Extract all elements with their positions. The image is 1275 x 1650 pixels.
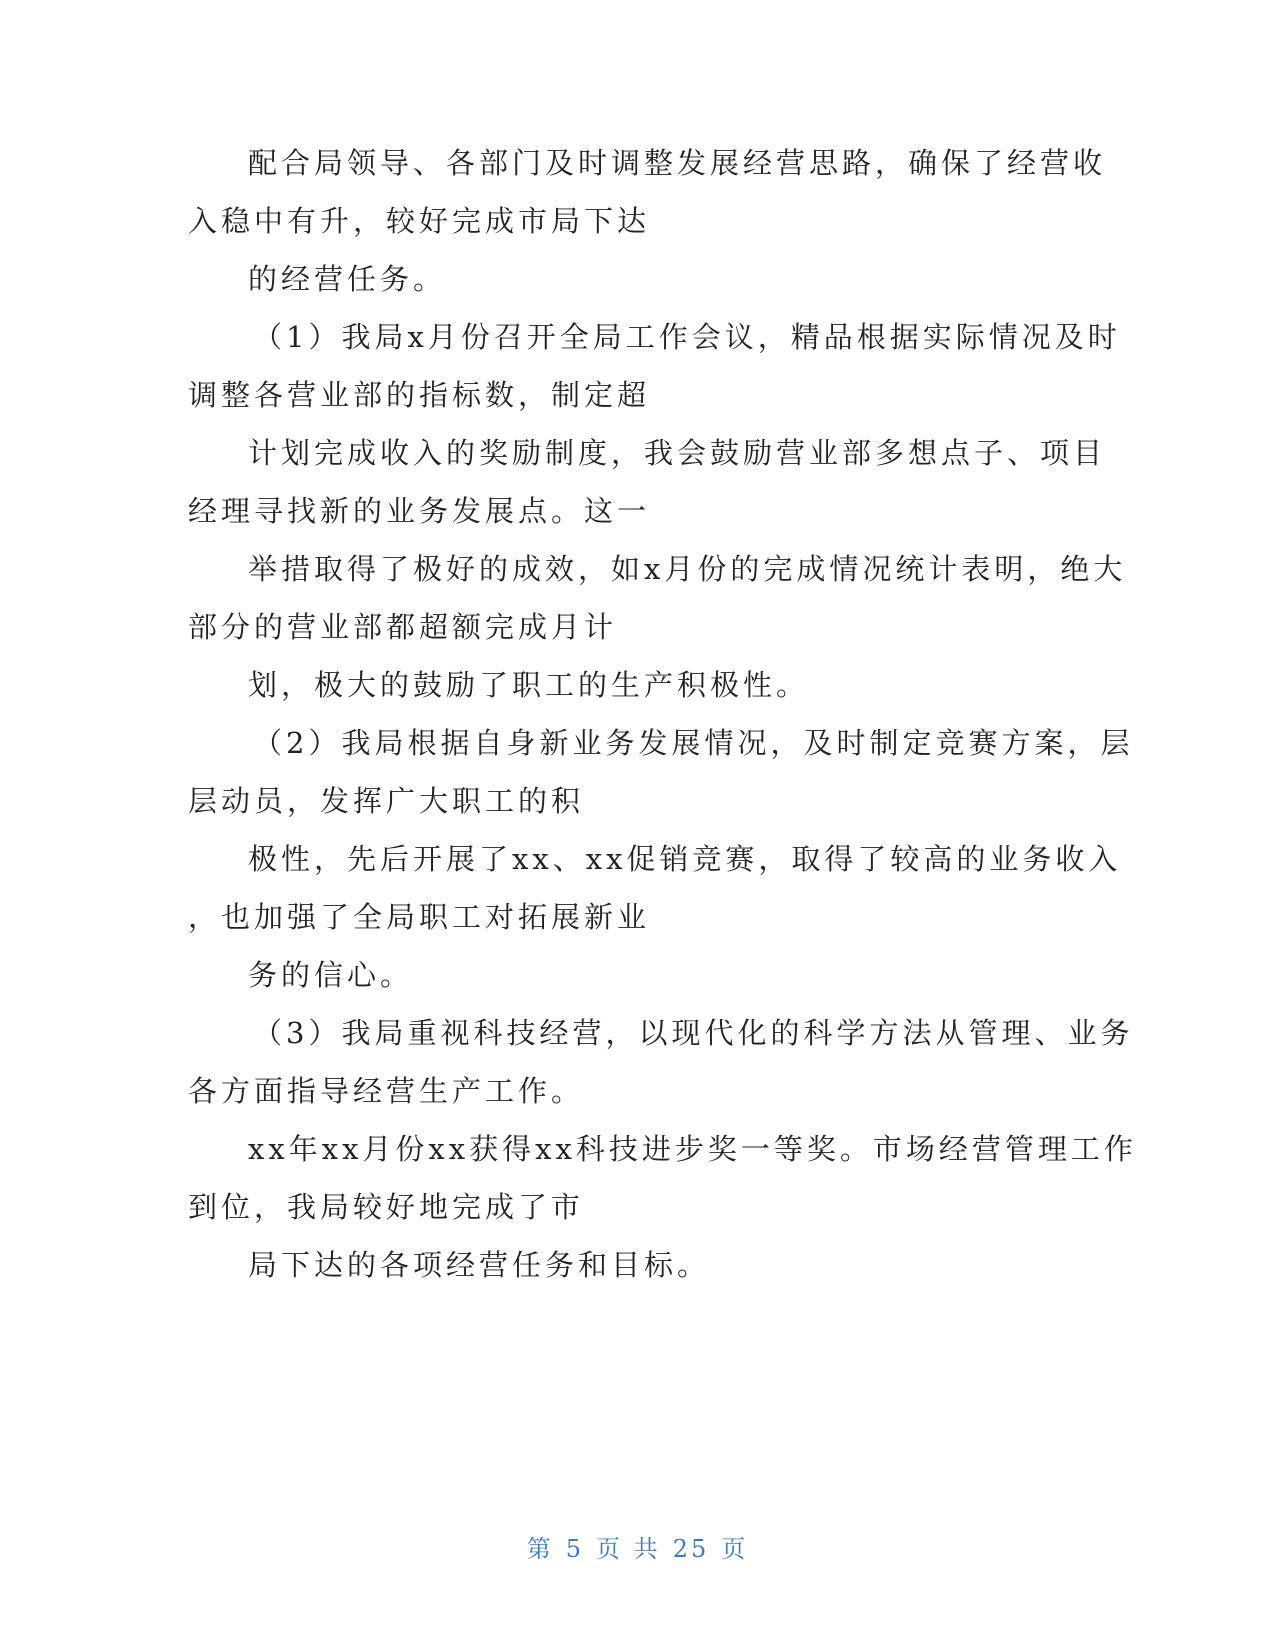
body-text-line: 经理寻找新的业务发展点。这一 [188, 494, 651, 528]
body-text-line: （2）我局根据自身新业务发展情况，及时制定竞赛方案，层 [253, 726, 1134, 760]
body-text-line: ，也加强了全局职工对拓展新业 [188, 900, 651, 934]
body-text-line: 部分的营业部都超额完成月计 [188, 610, 618, 644]
body-text-line: （1）我局x月份召开全局工作会议，精品根据实际情况及时 [253, 320, 1121, 354]
body-text-line: 划，极大的鼓励了职工的生产积极性。 [248, 668, 810, 702]
body-text-line: 举措取得了极好的成效，如x月份的完成情况统计表明，绝大 [248, 552, 1127, 586]
body-text-line: （3）我局重视科技经营，以现代化的科学方法从管理、业务 [253, 1016, 1134, 1050]
body-text-line: 到位，我局较好地完成了市 [188, 1190, 585, 1224]
body-text-line: 的经营任务。 [248, 262, 447, 296]
body-text-line: 各方面指导经营生产工作。 [188, 1074, 585, 1108]
page-number: 5 [565, 1535, 585, 1563]
page-prefix: 第 [526, 1535, 554, 1563]
page-footer [0, 1534, 1275, 1564]
page-suffix: 页 [721, 1535, 749, 1563]
body-text-line: 计划完成收入的奖励制度，我会鼓励营业部多想点子、项目 [248, 436, 1107, 470]
body-text-line: 配合局领导、各部门及时调整发展经营思路，确保了经营收 [248, 146, 1107, 180]
body-text-line: 极性，先后开展了xx、xx促销竞赛，取得了较高的业务收入 [248, 842, 1122, 876]
body-text-line: 局下达的各项经营任务和目标。 [248, 1248, 711, 1282]
body-text-line: 务的信心。 [248, 958, 414, 992]
body-text-line: 调整各营业部的指标数，制定超 [188, 378, 651, 412]
body-text-line: xx年xx月份xx获得xx科技进步奖一等奖。市场经营管理工作 [248, 1132, 1137, 1166]
body-text-line: 入稳中有升，较好完成市局下达 [188, 204, 651, 238]
body-text-line: 层动员，发挥广大职工的积 [188, 784, 585, 818]
page-total: 25 [672, 1535, 710, 1563]
page-mid: 页 共 [596, 1535, 661, 1563]
